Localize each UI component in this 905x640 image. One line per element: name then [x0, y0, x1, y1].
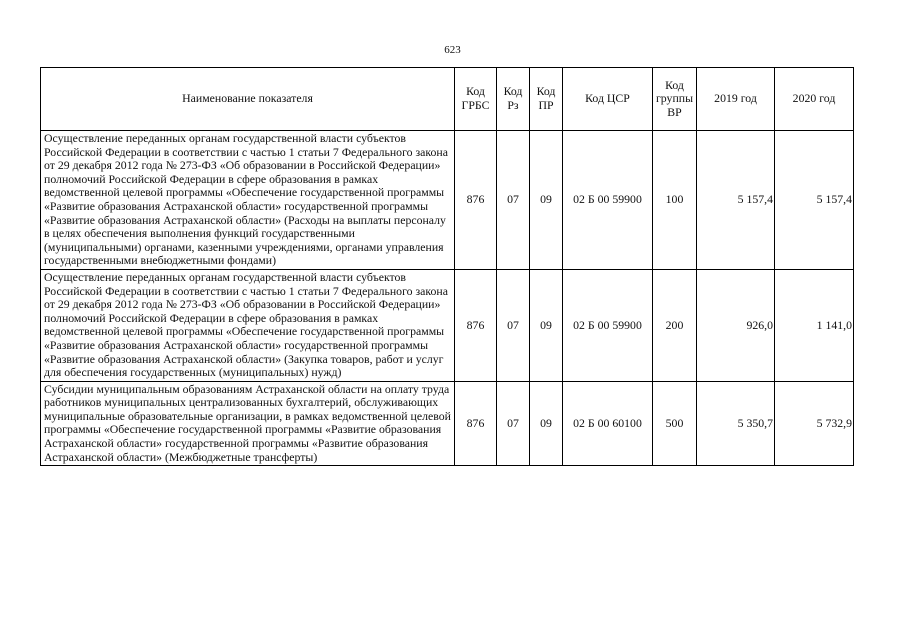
header-vr: Код группы ВР: [653, 68, 697, 131]
header-grbs: Код ГРБС: [455, 68, 497, 131]
row-grbs: 876: [455, 269, 497, 381]
row-pr: 09: [530, 269, 563, 381]
row-2019: 926,0: [697, 269, 775, 381]
row-2020: 5 157,4: [775, 131, 854, 270]
row-name: Осуществление переданных органам государственной власти субъектов Российской Федерации в соответствии с частью 1 статьи 7 Федерального закона от 29 декабря 2012 года № 273-ФЗ «Об образовании в Российской Федерации» полномочий Российской Федерации в сфере образования в рамках ведомственной целевой программы «Обеспечение государственной программы «Развитие образования Астраханской области» государственной программы «Развитие образования Астраханской области» (Закупка товаров, работ и услуг для обеспечения государственных (муниципальных) нужд): [41, 269, 455, 381]
row-pr: 09: [530, 381, 563, 466]
row-name: Субсидии муниципальным образованиям Астраханской области на оплату труда работников муниципальных централизованных бухгалтерий, обслуживающих муниципальные образовательные организации, в рамках ведомственной целевой программы «Обеспечение государственной программы «Развитие образования Астраханской области» государственной программы «Развитие образования Астраханской области» (Межбюджетные трансферты): [41, 381, 455, 466]
row-vr: 500: [653, 381, 697, 466]
row-pr: 09: [530, 131, 563, 270]
row-csr: 02 Б 00 60100: [563, 381, 653, 466]
table-row: [41, 269, 854, 381]
row-rz: 07: [497, 381, 530, 466]
row-rz: 07: [497, 131, 530, 270]
header-2020: 2020 год: [775, 68, 854, 131]
header-pr: Код ПР: [530, 68, 563, 131]
row-csr: 02 Б 00 59900: [563, 269, 653, 381]
budget-table: [40, 67, 854, 466]
row-vr: 100: [653, 131, 697, 270]
header-csr: Код ЦСР: [563, 68, 653, 131]
row-2019: 5 350,7: [697, 381, 775, 466]
row-2019: 5 157,4: [697, 131, 775, 270]
table-header-row: [41, 68, 854, 131]
header-name: Наименование показателя: [41, 68, 455, 131]
row-grbs: 876: [455, 381, 497, 466]
table-row: [41, 131, 854, 270]
table-row: [41, 381, 854, 466]
row-2020: 1 141,0: [775, 269, 854, 381]
row-rz: 07: [497, 269, 530, 381]
header-2019: 2019 год: [697, 68, 775, 131]
row-name: Осуществление переданных органам государственной власти субъектов Российской Федерации в соответствии с частью 1 статьи 7 Федерального закона от 29 декабря 2012 года № 273-ФЗ «Об образовании в Российской Федерации» полномочий Российской Федерации в сфере образования в рамках ведомственной целевой программы «Обеспечение государственной программы «Развитие образования Астраханской области» государственной программы «Развитие образования Астраханской области» (Расходы на выплаты персоналу в целях обеспечения выполнения функций государственными (муниципальными) органами, казенными учреждениями, органами управления государственными внебюджетными фондами): [41, 131, 455, 270]
row-grbs: 876: [455, 131, 497, 270]
row-csr: 02 Б 00 59900: [563, 131, 653, 270]
row-2020: 5 732,9: [775, 381, 854, 466]
header-rz: Код Рз: [497, 68, 530, 131]
page-number: 623: [444, 44, 461, 56]
row-vr: 200: [653, 269, 697, 381]
